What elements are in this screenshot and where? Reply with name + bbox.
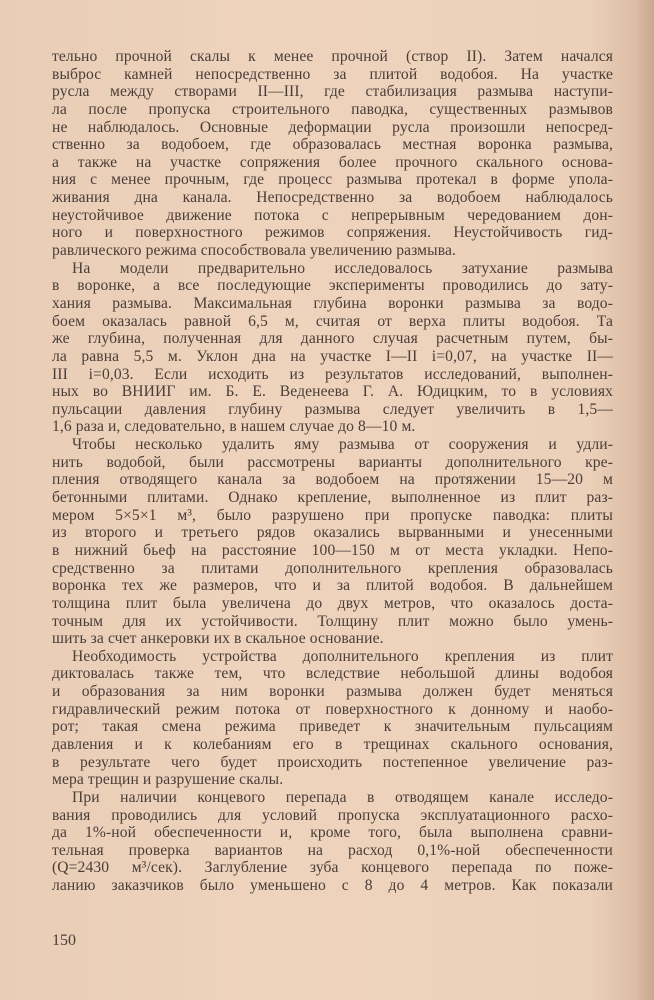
text-line: воронка тех же размеров, что и за плитой водобоя. В дальнейшем	[52, 577, 613, 595]
page-number: 150	[52, 932, 76, 949]
text-line: да 1%-ной обеспеченности и, кроме того, была выполнена сравни-	[52, 824, 613, 842]
text-line: в воронке, а все последующие эксперименты проводились до зату-	[52, 277, 613, 295]
text-line: 1,6 раза и, следовательно, в нашем случае до 8—10 м.	[52, 418, 416, 436]
text-line: III i=0,03. Если исходить из результатов исследований, выполнен-	[52, 365, 613, 383]
text-line: мера трещин и разрушение скалы.	[52, 771, 284, 789]
text-line: точным для их устойчивости. Толщину плит можно было умень-	[52, 612, 613, 630]
text-line: диктовалась также тем, что вследствие небольшой длины водобоя	[52, 665, 613, 683]
page-body	[52, 48, 613, 895]
text-line: нить водобой, были рассмотрены варианты дополнительного кре-	[52, 453, 613, 471]
text-line: ных во ВНИИГ им. Б. Е. Веденеева Г. А. Юдицким, то в условиях	[52, 383, 613, 401]
text-line: русла между створами II—III, где стабилизация размыва наступи-	[52, 83, 613, 101]
text-line: средственно за плитами дополнительного крепления образовалась	[52, 559, 613, 577]
text-line: в результате чего будет происходить постепенное увеличение раз-	[52, 753, 613, 771]
paragraph	[52, 260, 613, 436]
text-line: выброс камней непосредственно за плитой водобоя. На участке	[52, 65, 613, 83]
paragraph	[52, 648, 613, 789]
text-line: ла после пропуска строительного паводка, существенных размывов	[52, 100, 613, 118]
text-line: ния с менее прочным, где процесс размыва протекал в форме упола-	[52, 171, 613, 189]
text-line: ственно за водобоем, где образовалась местная воронка размыва,	[52, 136, 613, 154]
text-line: Чтобы несколько удалить яму размыва от сооружения и удли-	[72, 436, 613, 454]
text-line: неустойчивое движение потока с непрерывным чередованием дон-	[52, 206, 613, 224]
text-line: боем оказалась равной 6,5 м, считая от верха плиты водобоя. Та	[52, 312, 613, 330]
text-line: (Q=2430 м³/сек). Заглубление зуба концевого перепада по поже-	[52, 859, 613, 877]
text-line: же глубина, полученная для данного случая расчетным путем, бы-	[52, 330, 613, 348]
text-line: и образования за ним воронки размыва должен будет меняться	[52, 683, 613, 701]
text-line: хания размыва. Максимальная глубина воронки размыва за водо-	[52, 294, 613, 312]
text-line: рот; такая смена режима приведет к значительным пульсациям	[52, 718, 613, 736]
text-line: ланию заказчиков было уменьшено с 8 до 4 метров. Как показали	[52, 877, 613, 895]
paragraph	[52, 789, 613, 895]
paragraph	[52, 436, 613, 648]
text-line: тельная проверка вариантов на расход 0,1%-ной обеспеченности	[52, 841, 613, 859]
text-line: тельно прочной скалы к менее прочной (створ II). Затем начался	[52, 48, 613, 65]
text-line: шить за счет анкеровки их в скальное основание.	[52, 630, 384, 648]
text-line: Необходимость устройства дополнительного крепления из плит	[72, 647, 613, 665]
text-line: пульсации давления глубину размыва следует увеличить в 1,5—	[52, 400, 613, 418]
text-line: пления отводящего канала за водобоем на протяжении 15—20 м	[52, 471, 613, 489]
text-line: не наблюдалось. Основные деформации русла произошли непосред-	[52, 118, 613, 136]
text-line: бетонными плитами. Однако крепление, выполненное из плит раз-	[52, 489, 613, 507]
text-line: живания дна канала. Непосредственно за водобоем наблюдалось	[52, 189, 613, 207]
text-line: ного и поверхностного режимов сопряжения. Неустойчивость гид-	[52, 224, 613, 242]
text-line: давления и к колебаниям его в трещинах скального основания,	[52, 735, 613, 753]
text-line: равлического режима способствовала увеличению размыва.	[52, 242, 456, 260]
text-line: из второго и третьего рядов оказались вырванными и унесенными	[52, 524, 613, 542]
text-line: толщина плит была увеличена до двух метров, что оказалось доста-	[52, 594, 613, 612]
text-line: в нижний бьеф на расстояние 100—150 м от места укладки. Непо-	[52, 541, 613, 559]
text-line: вания проводились для условий пропуска эксплуатационного расхо-	[52, 806, 613, 824]
text-line: На модели предварительно исследовалось затухание размыва	[72, 259, 613, 277]
paragraph	[52, 48, 613, 260]
text-line: гидравлический режим потока от поверхностного к донному и наобо-	[52, 700, 613, 718]
text-line: ла равна 5,5 м. Уклон дна на участке I—II i=0,07, на участке II—	[52, 347, 613, 365]
text-line: мером 5×5×1 м³, было разрушено при пропуске паводка: плиты	[52, 506, 613, 524]
text-line: а также на участке сопряжения более прочного скального основа-	[52, 153, 613, 171]
text-line: При наличии концевого перепада в отводящем канале исследо-	[72, 788, 613, 806]
